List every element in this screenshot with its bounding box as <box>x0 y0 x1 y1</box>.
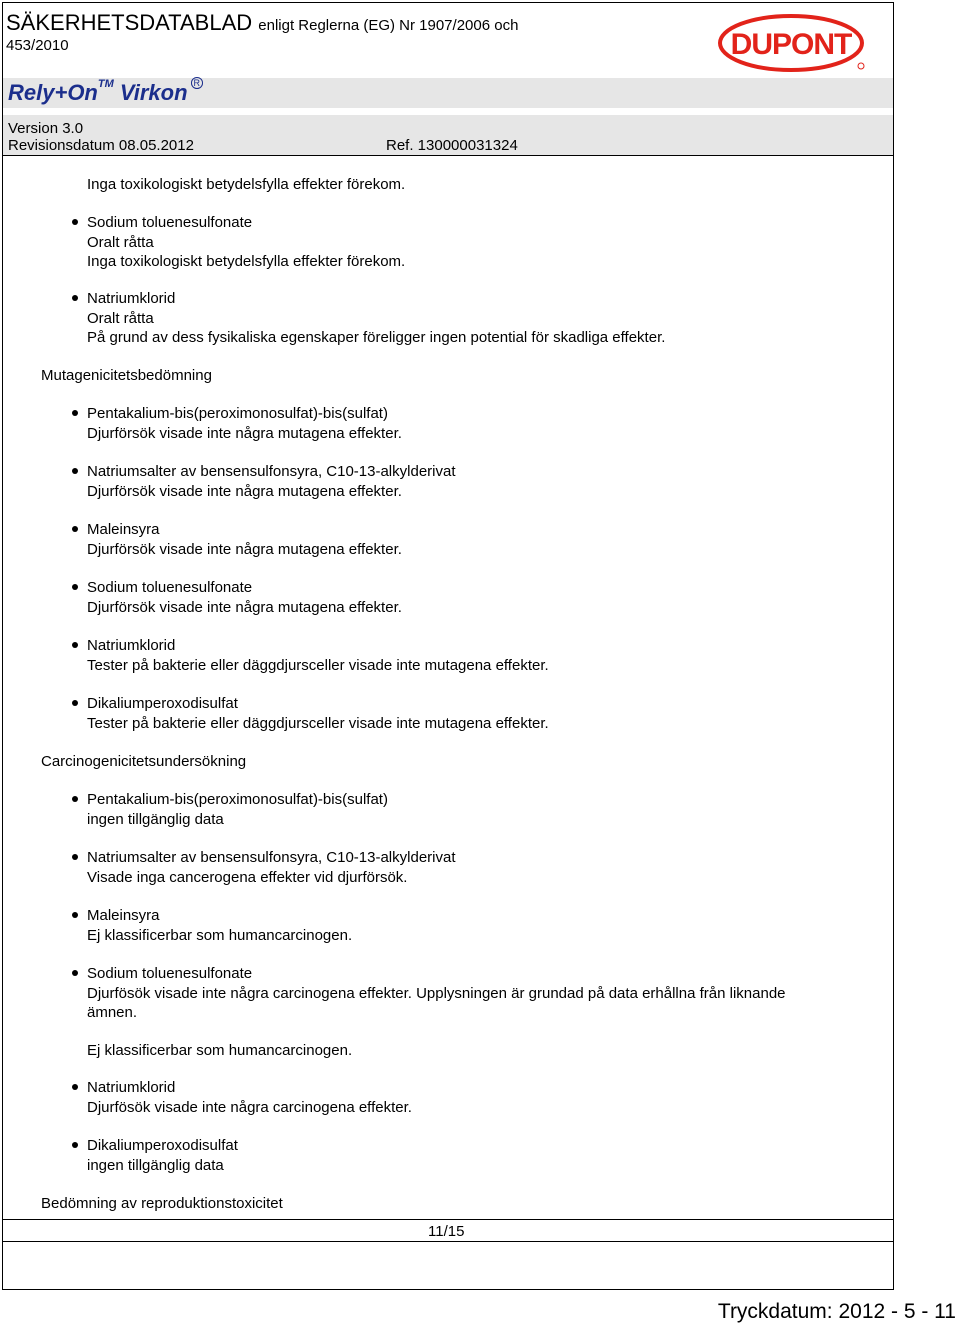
substance-detail: ämnen. <box>87 1004 138 1021</box>
substance-detail: Oralt råtta <box>87 234 154 251</box>
section-heading-carcinogenicity: Carcinogenicitetsundersökning <box>41 753 247 770</box>
substance-detail: Visade inga cancerogena effekter vid djurförsök. <box>87 869 408 886</box>
substance-name: Sodium toluenesulfonate <box>87 965 253 982</box>
substance-name: Natriumklorid <box>87 1079 176 1096</box>
substance-detail: Djurförsök visade inte några mutagena effekter. <box>87 483 402 500</box>
svg-text:DUPONT: DUPONT <box>730 28 852 61</box>
bullet-icon <box>72 584 78 590</box>
bullet-icon <box>72 854 78 860</box>
bullet-icon <box>72 295 78 301</box>
substance-detail: Tester på bakterie eller däggdjursceller visade inte mutagena effekter. <box>87 715 549 732</box>
substance-name: Natriumsalter av bensensulfonsyra, C10-13-alkylderivat <box>87 463 456 480</box>
substance-detail: Djurfösök visade inte några carcinogena effekter. <box>87 1099 412 1116</box>
bullet-icon <box>72 1084 78 1090</box>
reference-number: Ref. 130000031324 <box>386 137 518 154</box>
substance-name: Natriumklorid <box>87 637 176 654</box>
substance-name: Maleinsyra <box>87 521 160 538</box>
product-name: Rely+On™ Virkon $^R$ <box>8 80 203 106</box>
bullet-icon <box>72 468 78 474</box>
section-heading-mutagenicity: Mutagenicitetsbedömning <box>41 367 212 384</box>
intro-line: Inga toxikologiskt betydelsfylla effekter förekom. <box>87 176 406 193</box>
substance-detail: Djurförsök visade inte några mutagena effekter. <box>87 599 402 616</box>
substance-detail: Oralt råtta <box>87 310 154 327</box>
substance-name: Dikaliumperoxodisulfat <box>87 1137 238 1154</box>
substance-detail: Djurförsök visade inte några mutagena effekter. <box>87 541 402 558</box>
substance-name: Natriumsalter av bensensulfonsyra, C10-13-alkylderivat <box>87 849 456 866</box>
bullet-icon <box>72 796 78 802</box>
version-label: Version 3.0 <box>8 120 84 137</box>
bullet-icon <box>72 410 78 416</box>
substance-name: Pentakalium-bis(peroximonosulfat)-bis(sulfat) <box>87 405 388 422</box>
print-date: Tryckdatum: 2012 - 5 - 11 <box>717 1300 956 1323</box>
substance-name: Pentakalium-bis(peroximonosulfat)-bis(sulfat) <box>87 791 388 808</box>
substance-detail: ingen tillgänglig data <box>87 1157 224 1174</box>
substance-detail: Inga toxikologiskt betydelsfylla effekter förekom. <box>87 253 406 270</box>
substance-detail: Djurförsök visade inte några mutagena effekter. <box>87 425 402 442</box>
substance-detail: ingen tillgänglig data <box>87 811 224 828</box>
section-heading-reproduction: Bedömning av reproduktionstoxicitet <box>41 1195 283 1212</box>
page-number: 11/15 <box>428 1223 465 1240</box>
bullet-icon <box>72 1142 78 1148</box>
revision-date: Revisionsdatum 08.05.2012 <box>8 137 194 154</box>
substance-detail: Djurfösök visade inte några carcinogena effekter. Upplysningen är grundad på data erhållna från liknande <box>87 985 786 1002</box>
bullet-icon <box>72 970 78 976</box>
substance-detail: Ej klassificerbar som humancarcinogen. <box>87 1042 353 1059</box>
bullet-icon <box>72 526 78 532</box>
bullet-icon <box>72 700 78 706</box>
bullet-icon <box>72 642 78 648</box>
footer-divider-bottom <box>3 1241 893 1242</box>
substance-name: Sodium toluenesulfonate <box>87 579 253 596</box>
regulation-number: 453/2010 <box>6 37 69 54</box>
substance-name: Natriumklorid <box>87 290 176 307</box>
substance-name: Sodium toluenesulfonate <box>87 214 253 231</box>
substance-name: Dikaliumperoxodisulfat <box>87 695 238 712</box>
substance-name: Maleinsyra <box>87 907 160 924</box>
bullet-icon <box>72 912 78 918</box>
substance-detail: Tester på bakterie eller däggdjursceller visade inte mutagena effekter. <box>87 657 549 674</box>
substance-detail: Ej klassificerbar som humancarcinogen. <box>87 927 353 944</box>
bullet-icon <box>72 219 78 225</box>
document-title: SÄKERHETSDATABLAD enligt Reglerna (EG) Nr 1907/2006 och <box>6 10 519 35</box>
substance-detail: På grund av dess fysikaliska egenskaper föreligger ingen potential för skadliga effekter. <box>87 329 666 346</box>
footer-divider <box>3 1219 893 1220</box>
